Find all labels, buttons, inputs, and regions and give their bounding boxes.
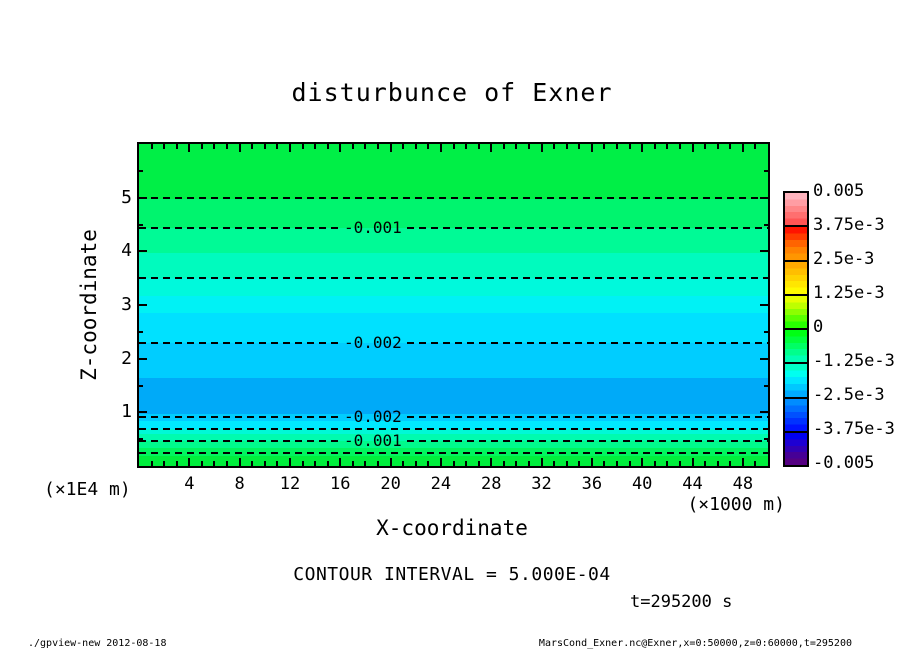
x-tick: [578, 144, 580, 149]
contour-interval-note: CONTOUR INTERVAL = 5.000E-04: [293, 564, 611, 585]
y-tick-label: 1: [121, 401, 132, 423]
x-tick: [453, 461, 455, 466]
y-tick: [760, 358, 768, 360]
x-tick: [239, 458, 241, 466]
x-tick: [641, 144, 643, 152]
x-tick: [478, 461, 480, 466]
x-tick: [188, 144, 190, 152]
x-tick: [427, 461, 429, 466]
x-tick: [591, 458, 593, 466]
x-axis-unit: (×1000 m): [687, 494, 785, 515]
y-tick: [139, 224, 143, 226]
x-tick: [415, 461, 417, 466]
x-tick: [654, 461, 656, 466]
x-tick: [528, 144, 530, 149]
x-tick: [176, 144, 178, 149]
x-tick: [490, 144, 492, 152]
x-tick: [541, 458, 543, 466]
x-tick: [654, 144, 656, 149]
x-tick: [465, 144, 467, 149]
x-tick-label: 28: [480, 474, 502, 494]
x-tick: [553, 144, 555, 149]
colorbar: [783, 191, 809, 467]
y-tick-label: 2: [121, 347, 132, 369]
y-tick: [139, 304, 147, 306]
y-tick: [760, 250, 768, 252]
x-tick: [515, 461, 517, 466]
x-tick: [276, 461, 278, 466]
x-tick: [490, 458, 492, 466]
y-tick: [764, 438, 768, 440]
x-tick: [176, 461, 178, 466]
x-tick: [453, 144, 455, 149]
y-tick: [764, 224, 768, 226]
x-tick: [314, 461, 316, 466]
x-tick: [377, 144, 379, 149]
x-tick-label: 40: [631, 474, 653, 494]
x-tick: [339, 144, 341, 152]
y-tick: [764, 331, 768, 333]
x-tick: [264, 144, 266, 149]
colorbar-segment: [785, 225, 807, 259]
x-tick: [692, 144, 694, 152]
y-tick: [760, 411, 768, 413]
x-tick: [440, 458, 442, 466]
time-note: t=295200 s: [630, 592, 733, 612]
footer-source-text: MarsCond_Exner.nc@Exner,x=0:50000,z=0:60000,t=295200: [538, 638, 852, 649]
y-tick: [139, 385, 143, 387]
footer-command-text: ./gpview-new 2012-08-18: [28, 638, 167, 649]
x-tick: [251, 461, 253, 466]
contour-line: [139, 219, 768, 237]
x-tick: [364, 461, 366, 466]
x-tick: [566, 461, 568, 466]
x-tick: [402, 144, 404, 149]
x-tick: [666, 461, 668, 466]
x-tick: [163, 144, 165, 149]
y-tick: [764, 277, 768, 279]
x-tick: [528, 461, 530, 466]
contour-dash: [139, 197, 768, 199]
colorbar-segment: [785, 431, 807, 465]
x-tick: [754, 461, 756, 466]
x-tick: [302, 144, 304, 149]
x-tick: [692, 458, 694, 466]
x-tick-labels: [139, 474, 768, 496]
x-tick: [339, 458, 341, 466]
x-tick-label: 32: [531, 474, 552, 494]
x-tick: [679, 461, 681, 466]
contour-dash: [139, 277, 768, 279]
y-tick: [764, 385, 768, 387]
x-tick: [276, 144, 278, 149]
y-tick: [139, 358, 147, 360]
y-tick: [760, 304, 768, 306]
x-axis-title: X-coordinate: [376, 516, 528, 540]
x-tick: [591, 144, 593, 152]
x-tick: [616, 461, 618, 466]
colorbar-segment: [785, 260, 807, 294]
colorbar-segment: [785, 362, 807, 396]
x-tick: [754, 144, 756, 149]
x-tick: [327, 144, 329, 149]
x-tick: [289, 458, 291, 466]
x-tick: [151, 461, 153, 466]
colorbar-segment: [785, 193, 807, 225]
colorbar-label: -3.75e-3: [813, 419, 895, 439]
contour-line: [139, 189, 768, 207]
contour-dash: [139, 342, 339, 344]
x-tick: [742, 144, 744, 152]
x-tick: [239, 144, 241, 152]
x-tick: [364, 144, 366, 149]
x-tick-label: 44: [682, 474, 703, 494]
x-tick: [151, 144, 153, 149]
x-tick: [578, 461, 580, 466]
color-band: [139, 296, 768, 314]
colorbar-label: -1.25e-3: [813, 351, 895, 371]
x-tick: [641, 458, 643, 466]
colorbar-label: 2.5e-3: [813, 249, 875, 269]
y-tick-label: 4: [121, 240, 132, 262]
x-tick: [427, 144, 429, 149]
x-tick: [704, 144, 706, 149]
x-tick: [503, 144, 505, 149]
y-tick: [139, 277, 143, 279]
x-tick: [188, 458, 190, 466]
x-tick-label: 12: [279, 474, 301, 494]
colorbar-segment: [785, 294, 807, 328]
x-tick-label: 48: [732, 474, 754, 494]
contour-dash: [139, 428, 768, 430]
contour-dash: [407, 342, 768, 344]
colorbar-label: -2.5e-3: [813, 385, 885, 405]
y-tick: [764, 170, 768, 172]
colorbar-labels: [813, 181, 903, 473]
y-axis-title: Z-coordinate: [77, 229, 101, 381]
contour-label: -0.002: [344, 407, 402, 427]
x-tick: [352, 461, 354, 466]
x-tick: [603, 461, 605, 466]
colorbar-label: -0.005: [813, 453, 875, 473]
y-tick-label: 5: [121, 186, 132, 208]
colorbar-label: 0.005: [813, 181, 865, 201]
x-tick: [213, 144, 215, 149]
x-tick: [666, 144, 668, 149]
x-tick: [327, 461, 329, 466]
x-tick: [402, 461, 404, 466]
contour-plot: [137, 142, 770, 468]
x-tick: [603, 144, 605, 149]
x-tick: [541, 144, 543, 152]
x-tick-label: 24: [430, 474, 452, 494]
x-tick: [503, 461, 505, 466]
x-tick: [226, 144, 228, 149]
x-tick: [566, 144, 568, 149]
x-tick: [478, 144, 480, 149]
x-tick: [440, 144, 442, 152]
x-tick: [415, 144, 417, 149]
x-tick: [616, 144, 618, 149]
contour-label: -0.002: [344, 333, 402, 353]
contour-line: [139, 269, 768, 287]
colorbar-label: 0: [813, 317, 824, 337]
x-tick: [553, 461, 555, 466]
x-tick: [679, 144, 681, 149]
contour-dash: [139, 227, 339, 229]
page-title: disturbunce of Exner: [291, 78, 613, 107]
x-tick-label: 16: [330, 474, 351, 494]
x-tick: [390, 144, 392, 152]
x-tick: [390, 458, 392, 466]
x-tick: [729, 144, 731, 149]
x-tick: [377, 461, 379, 466]
y-axis-unit: (×1E4 m): [44, 479, 131, 500]
x-tick: [352, 144, 354, 149]
x-tick-label: 36: [581, 474, 603, 494]
x-tick: [629, 461, 631, 466]
contour-dash: [139, 416, 339, 418]
x-tick: [289, 144, 291, 152]
y-tick: [139, 170, 143, 172]
y-tick: [139, 250, 147, 252]
y-tick-label: 3: [121, 294, 132, 315]
colorbar-segment: [785, 328, 807, 362]
x-tick: [251, 144, 253, 149]
x-tick: [314, 144, 316, 149]
y-tick: [139, 411, 147, 413]
x-tick: [264, 461, 266, 466]
x-tick: [302, 461, 304, 466]
x-tick: [629, 144, 631, 149]
x-tick: [717, 461, 719, 466]
contour-dash: [407, 227, 768, 229]
contour-dash: [407, 440, 768, 442]
y-tick: [139, 197, 147, 199]
x-tick: [201, 144, 203, 149]
x-tick-label: 4: [184, 474, 195, 494]
contour-dash: [407, 416, 768, 418]
x-tick: [729, 461, 731, 466]
x-tick-label: 20: [380, 474, 401, 494]
x-tick: [465, 461, 467, 466]
contour-dash: [139, 440, 339, 442]
colorbar-segment: [785, 397, 807, 431]
contour-line: [139, 444, 768, 462]
y-tick: [760, 197, 768, 199]
y-tick-labels: [102, 144, 132, 466]
x-tick: [717, 144, 719, 149]
x-tick: [163, 461, 165, 466]
x-tick: [515, 144, 517, 149]
contour-label: -0.001: [344, 218, 402, 238]
x-tick: [201, 461, 203, 466]
colorbar-label: 3.75e-3: [813, 215, 885, 235]
y-tick: [139, 331, 143, 333]
x-tick: [213, 461, 215, 466]
contour-line: [139, 334, 768, 352]
colorbar-label: 1.25e-3: [813, 283, 885, 303]
x-tick: [226, 461, 228, 466]
contour-label: -0.001: [344, 430, 402, 450]
y-tick: [139, 438, 143, 440]
x-tick: [742, 458, 744, 466]
x-tick: [704, 461, 706, 466]
contour-dash: [139, 452, 768, 454]
x-tick-label: 8: [234, 474, 245, 494]
